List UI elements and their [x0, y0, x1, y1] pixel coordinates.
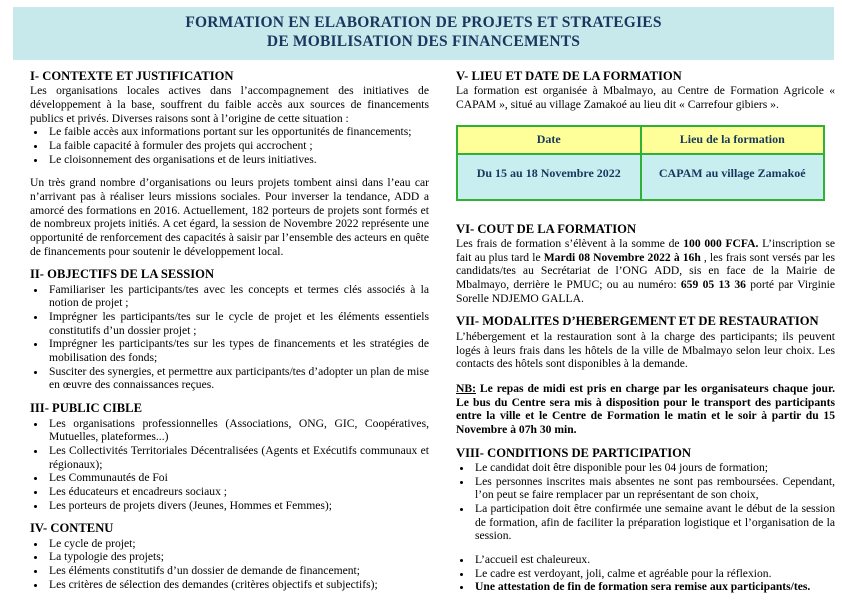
section-contenu: [30, 521, 429, 591]
list-item: • Susciter des synergies, et permettre aux participants/tes d’adopter un plan de mise en œuvre des connaissances reçues.: [47, 365, 429, 392]
right-column: [456, 69, 835, 603]
table-cell-date: Du 15 au 18 Novembre 2022: [457, 154, 641, 200]
list-item: • La faible capacité à formuler des projets qui accrochent ;: [47, 139, 429, 153]
list-item: • Le cadre est verdoyant, joli, calme et agréable pour la réflexion.: [473, 567, 835, 581]
deadline-bold: Mardi 08 Novembre 2022 à 16h: [543, 250, 701, 264]
nb-note: [456, 382, 835, 437]
bullet-list: [30, 417, 429, 513]
nb-label: NB:: [456, 381, 476, 395]
two-column-layout: [0, 60, 842, 603]
section-heading-public-cible: III- PUBLIC CIBLE: [30, 401, 142, 416]
list-item: • Les Communautés de Foi: [47, 471, 429, 485]
table-header-row: [457, 126, 824, 154]
list-item: • Le faible accès aux informations portant sur les opportunités de financements;: [47, 125, 429, 139]
paragraph: L’hébergement et la restauration sont à la charge des participants; ils peuvent logés à leurs frais dans les hôtels de la ville de Mbalmayo selon leur choix. Les contacts des hôtels sont disponibles à la demande.: [456, 329, 835, 371]
section-conditions: [456, 446, 835, 595]
left-column: [30, 69, 429, 601]
list-item: • Les organisations professionnelles (Associations, ONG, GIC, Coopératives, Mutuelles, plateformes...): [47, 417, 429, 444]
section-cout: [456, 222, 835, 306]
section-heading-objectifs: II- OBJECTIFS DE LA SESSION: [30, 267, 215, 282]
bullet-list: [30, 537, 429, 592]
nb-text: Le repas de midi est pris en charge par les organisateurs chaque jour. Le bus du Centre sera mis à disposition pour le transport des participants entre la ville et le Centre de Formation le matin et le soir à partir du 15 Novembre à 07h 30 min.: [456, 381, 835, 436]
section-contexte: [30, 69, 429, 259]
list-item: • Le candidat doit être disponible pour les 04 jours de formation;: [473, 461, 835, 475]
section-heading-contenu: IV- CONTENU: [30, 521, 114, 536]
paragraph: [456, 237, 835, 305]
list-item: • L’accueil est chaleureux.: [473, 553, 835, 567]
page-title-line1: FORMATION EN ELABORATION DE PROJETS ET STRATEGIES: [185, 14, 662, 31]
list-item: • Le cycle de projet;: [47, 537, 429, 551]
list-item: • Familiariser les participants/tes avec les concepts et termes clés associés à la notion de projet ;: [47, 283, 429, 310]
bullet-list: [456, 461, 835, 543]
table-header-date: Date: [457, 126, 641, 154]
table-row: [457, 154, 824, 200]
list-item: • Les porteurs de projets divers (Jeunes, Hommes et Femmes);: [47, 499, 429, 513]
list-item: • La typologie des projets;: [47, 550, 429, 564]
paragraph: Un très grand nombre d’organisations ou leurs projets tombent ainsi dans l’eau car n’arrivant pas à réaliser leurs missions sociales. Pour inverser la tendance, ADD a amorcé des formations en 2016. Actuellement, 182 porteurs de projets sont formés et de nombreux projets initiés. A cet égard, la session de Novembre 2022 représente une opportunité de renforcement des capacités à saisir par l’ensemble des acteurs en quête de financements pour soutenir le développement local.: [30, 176, 429, 258]
section-heading-conditions: VIII- CONDITIONS DE PARTICIPATION: [456, 445, 692, 460]
list-item: • Les Collectivités Territoriales Décentralisées (Agents et Exécutifs communaux et régionaux);: [47, 444, 429, 471]
phone-bold: 659 05 13 36: [680, 278, 746, 292]
bullet-list: [30, 125, 429, 166]
document: [0, 7, 842, 603]
text-run: , les frais sont versés par les candidats/tes au Secrétariat de l’ONG ADD, sis en face de la Mairie de Mbalmayo, derrière le PMUC; ou au numéro:: [456, 250, 835, 292]
title-banner: [13, 7, 834, 60]
text-run: L’inscription se fait au plus tard le: [456, 237, 835, 264]
list-item: • Imprégner les participants/tes sur les types de financements et les stratégies de mobilisation des fonds;: [47, 337, 429, 364]
table-cell-lieu: CAPAM au village Zamakoé: [641, 154, 825, 200]
section-heading-lieu-date: V- LIEU ET DATE DE LA FORMATION: [456, 68, 682, 83]
amount-bold: 100 000 FCFA.: [683, 237, 759, 251]
page-title-line2: DE MOBILISATION DES FINANCEMENTS: [266, 33, 581, 51]
list-item: • Imprégner les participants/tes sur le cycle de projet et les éléments essentiels constitutifs d’un dossier projet ;: [47, 310, 429, 337]
list-item: • Le cloisonnement des organisations et de leurs initiatives.: [47, 153, 429, 167]
text-run: Les frais de formation s’élèvent à la somme de: [456, 237, 684, 251]
list-item-attestation: • Une attestation de fin de formation sera remise aux participants/tes.: [473, 580, 835, 594]
formation-table: [456, 125, 825, 201]
section-heading-hebergement: VII- MODALITES D’HEBERGEMENT ET DE RESTAURATION: [456, 314, 819, 329]
page-title: [23, 13, 824, 52]
section-objectifs: [30, 267, 429, 392]
list-item: • Les critères de sélection des demandes (critères objectifs et subjectifs);: [47, 578, 429, 592]
bullet-list: [456, 553, 835, 594]
section-heading-cout: VI- COUT DE LA FORMATION: [456, 221, 637, 236]
section-heading-contexte: I- CONTEXTE ET JUSTIFICATION: [30, 68, 234, 83]
list-item: • Les personnes inscrites mais absentes ne sont pas remboursées. Cependant, l’on peut se faire remplacer par un représentant de son choix,: [473, 475, 835, 502]
text-run: porté par Virginie Sorelle NDJEMO GALLA.: [456, 278, 835, 305]
table-header-lieu: Lieu de la formation: [641, 126, 825, 154]
list-item: • La participation doit être confirmée une semaine avant le début de la session de formation, afin de faciliter la préparation logistique et l’organisation de la session.: [473, 502, 835, 543]
list-item: • Les éducateurs et encadreurs sociaux ;: [47, 485, 429, 499]
section-hebergement: [456, 314, 835, 436]
paragraph: La formation est organisée à Mbalmayo, au Centre de Formation Agricole « CAPAM », situé au village Zamakoé au lieu dit « Carrefour gibiers ».: [456, 84, 835, 111]
section-public-cible: [30, 401, 429, 512]
paragraph: Les organisations locales actives dans l’accompagnement des initiatives de développement à la base, souffrent du faible accès aux sources de financements publics et privés. Diverses raisons sont à l’origine de cette situation :: [30, 84, 429, 125]
bullet-list: [30, 283, 429, 392]
list-item: • Les éléments constitutifs d’un dossier de demande de financement;: [47, 564, 429, 578]
section-lieu-date: [456, 69, 835, 112]
